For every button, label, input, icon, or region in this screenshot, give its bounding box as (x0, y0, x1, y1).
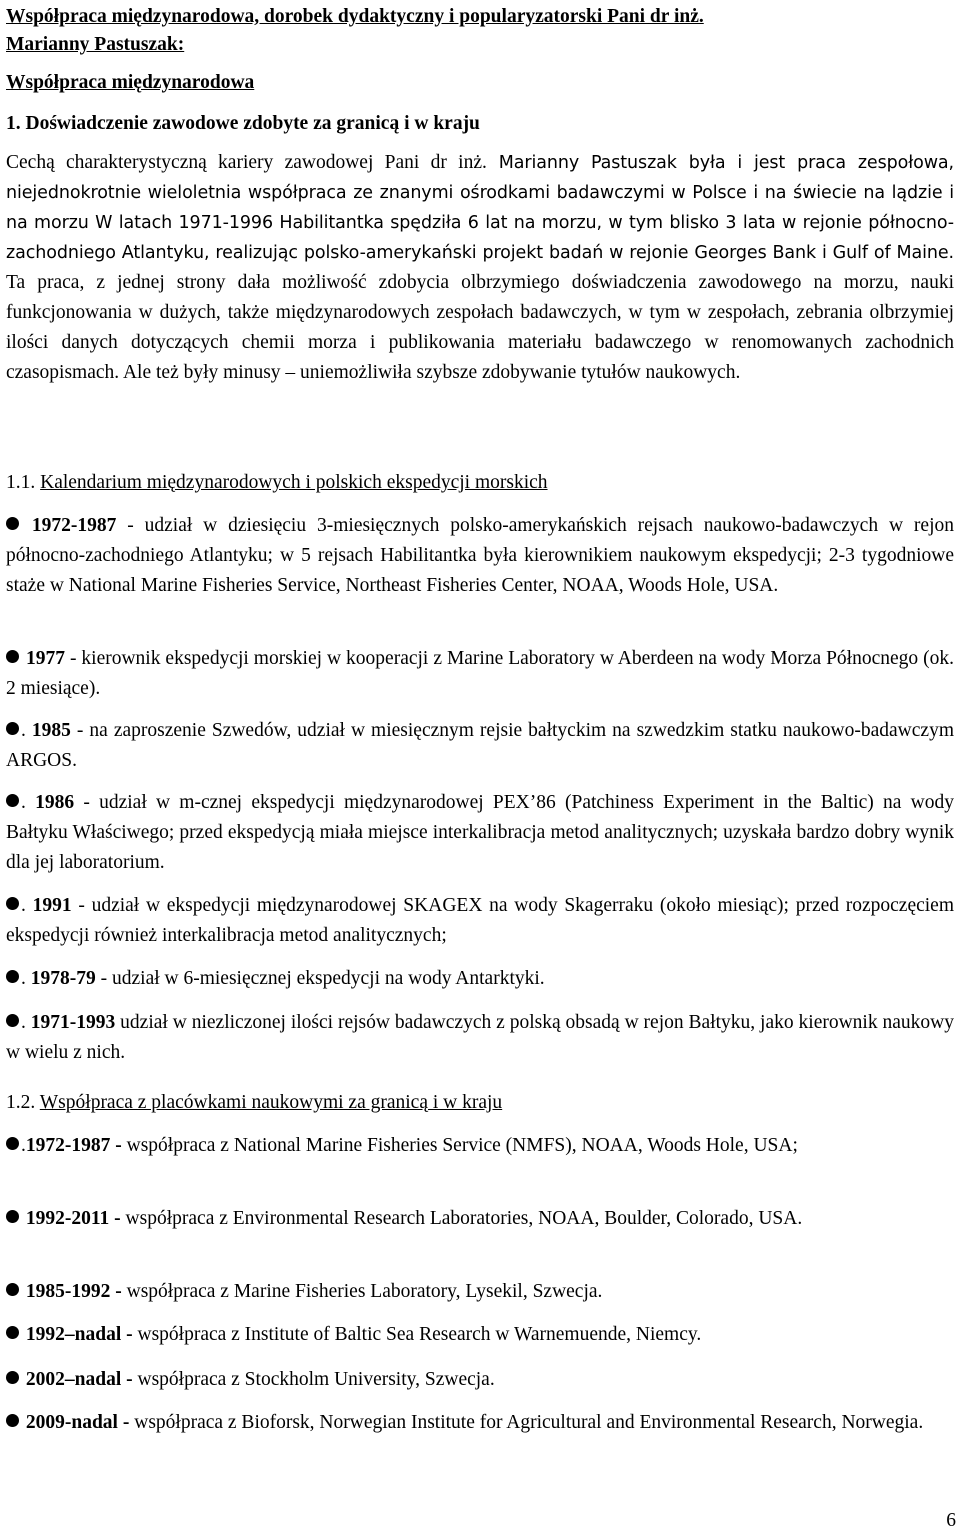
cooperation-item (6, 1277, 960, 1307)
section-1-1-number: 1.1. (6, 472, 41, 493)
bullet-icon (6, 650, 19, 663)
cooperation-text: współpraca z Marine Fisheries Laboratory, Lysekil, Szwecja. (121, 1281, 603, 1302)
bullet-icon (6, 517, 19, 530)
subheading-1: 1. Doświadczenie zawodowe zdobyte za granicą i w kraju (6, 113, 480, 134)
expedition-item: . 1985 - na zaproszenie Szwedów, udział w miesięcznym rejsie bałtyckim na szwedzkim statku naukowo-badawczym ARGOS. (6, 720, 954, 771)
cooperation-item (6, 1365, 960, 1395)
expedition-text: - na zaproszenie Szwedów, udział w miesięcznym rejsie bałtyckim na szwedzkim statku naukowo-badawczym ARGOS. (6, 720, 954, 771)
cooperation-item (6, 1204, 960, 1234)
expedition-years: 1991 (32, 895, 72, 916)
expedition-item: . 1991 - udział w ekspedycji międzynarodowej SKAGEX na wody Skagerraku (około miesiąc); przed rozpoczęciem ekspedycji również interkalibracja metod analitycznych; (6, 895, 954, 946)
cooperation-text: współpraca z National Marine Fisheries Service (NMFS), NOAA, Woods Hole, USA; (121, 1135, 798, 1156)
bullet-icon (6, 1414, 19, 1427)
bullet-icon (6, 1326, 19, 1339)
cooperation-text: współpraca z Bioforsk, Norwegian Institute for Agricultural and Environmental Research, Norwegia. (129, 1412, 924, 1433)
cooperation-text: współpraca z Stockholm University, Szwecja. (132, 1369, 495, 1390)
bullet-icon (6, 897, 19, 910)
bullet-icon (6, 1137, 19, 1150)
section-1-1-title: Kalendarium międzynarodowych i polskich ekspedycji morskich (40, 472, 548, 493)
page-number: 6 (946, 1510, 956, 1531)
bullet-icon (6, 970, 19, 983)
cooperation-item (6, 1408, 960, 1438)
cooperation-years: 1972-1987 - (25, 1135, 122, 1156)
cooperation-years: 1992–nadal - (25, 1324, 133, 1345)
cooperation-years: 2002–nadal - (25, 1369, 133, 1390)
cooperation-years: 2009-nadal - (25, 1412, 130, 1433)
expedition-years: 1986 (35, 792, 75, 813)
section-1-1-heading (6, 469, 548, 496)
expedition-years: 1971-1993 (30, 1012, 116, 1033)
intro-part-c: Ta praca, z jednej strony dała możliwość zdobycia olbrzymiego doświadczenia zawodowego na morzu, nauki funkcjonowania w dużych, także międzynarodowych zespołach badawczych, w tym w zespołach, zebrania olbrzymiej ilości danych dotyczących chemii morza i publikowania materiału badawczego w renomowanych zachodnich czasopismach. Ale też były minusy – uniemożliwiła szybsze zdobywanie tytułów naukowych. (6, 272, 954, 383)
expedition-text: - udział w ekspedycji międzynarodowej SKAGEX na wody Skagerraku (około miesiąc); przed rozpoczęciem ekspedycji również interkalibracja metod analitycznych; (6, 895, 954, 946)
section-heading: Współpraca międzynarodowa (6, 72, 255, 93)
cooperation-text: współpraca z Environmental Research Laboratories, NOAA, Boulder, Colorado, USA. (120, 1208, 803, 1229)
expedition-item: . 1971-1993 udział w niezliczonej ilości rejsów badawczych z polską obsadą w rejon Bałtyku, jako kierownik naukowy w wielu z nich. (6, 1012, 954, 1063)
section-1-2-title: Współpraca z placówkami naukowymi za granicą i w kraju (39, 1092, 503, 1113)
expedition-item: . 1986 - udział w m-cznej ekspedycji międzynarodowej PEX’86 (Patchiness Experiment in the Baltic) na wody Bałtyku Właściwego; przed ekspedycją miała miejsce interkalibracja metod analitycznych; uzyskała bardzo dobry wynik dla jej laboratorium. (6, 792, 955, 873)
expedition-years: 1977 (25, 648, 65, 669)
intro-part-a: Cechą charakterystyczną kariery zawodowej Pani dr inż. (6, 152, 487, 173)
expedition-text: - udział w dziesięciu 3-miesięcznych polsko-amerykańskich rejsach naukowo-badawczych w rejon północno-zachodniego Atlantyku; w 5 rejsach Habilitantka była kierownikiem naukowym ekspedycji; 2-3 tygodniowe staże w National Marine Fisheries Service, Northeast Fisheries Center, NOAA, Woods Hole, USA. (6, 515, 954, 596)
expedition-years: 1985 (31, 720, 71, 741)
intro-paragraph (6, 148, 954, 388)
section-1-2-number: 1.2. (6, 1092, 40, 1113)
title-line-2: Marianny Pastuszak: (6, 34, 185, 55)
cooperation-years: 1992-2011 - (25, 1208, 121, 1229)
bullet-icon (6, 1283, 19, 1296)
expedition-text: - kierownik ekspedycji morskiej w kooperacji z Marine Laboratory w Aberdeen na wody Morza Północnego (ok. 2 miesiące). (6, 648, 954, 699)
bullet-icon (6, 1371, 19, 1384)
bullet-icon (6, 1210, 19, 1223)
bullet-icon (6, 1014, 19, 1027)
cooperation-item (6, 1320, 960, 1350)
bullet-icon (6, 794, 19, 807)
cooperation-years: 1985-1992 - (25, 1281, 122, 1302)
expedition-item (6, 644, 954, 704)
section-1-2-heading (6, 1089, 502, 1116)
intro-part-b: Marianny Pastuszak była i jest praca zespołowa, niejednokrotnie wieloletnia współpraca ze znanymi ośrodkami badawczymi w Polsce i na świecie na lądzie i na morzu W latach 1971-1996 Habilitantka spędziła 6 lat na morzu, w tym blisko 3 lata w rejonie północno-zachodniego Atlantyku, realizując polsko-amerykański projekt badań w rejonie Georges Bank i Gulf of Maine. (6, 153, 954, 263)
cooperation-item: .1972-1987 - współpraca z National Marine Fisheries Service (NMFS), NOAA, Woods Hole, USA; (6, 1131, 960, 1161)
expedition-item (6, 511, 954, 601)
cooperation-text: współpraca z Institute of Baltic Sea Research w Warnemuende, Niemcy. (132, 1324, 702, 1345)
title-line-1: Współpraca międzynarodowa, dorobek dydaktyczny i popularyzatorski Pani dr inż. (6, 6, 704, 27)
bullet-icon (6, 722, 19, 735)
expedition-text: udział w niezliczonej ilości rejsów badawczych z polską obsadą w rejon Bałtyku, jako kierownik naukowy w wielu z nich. (6, 1012, 954, 1063)
expedition-years: 1978-79 (30, 968, 96, 989)
expedition-years: 1972-1987 (31, 515, 117, 536)
expedition-item: . 1978-79 - udział w 6-miesięcznej ekspedycji na wody Antarktyki. (6, 964, 954, 994)
expedition-text: - udział w m-cznej ekspedycji międzynarodowej PEX’86 (Patchiness Experiment in the Baltic) na wody Bałtyku Właściwego; przed ekspedycją miała miejsce interkalibracja metod analitycznych; uzyskała bardzo dobry wynik dla jej laboratorium. (6, 792, 955, 873)
expedition-text: - udział w 6-miesięcznej ekspedycji na wody Antarktyki. (95, 968, 545, 989)
